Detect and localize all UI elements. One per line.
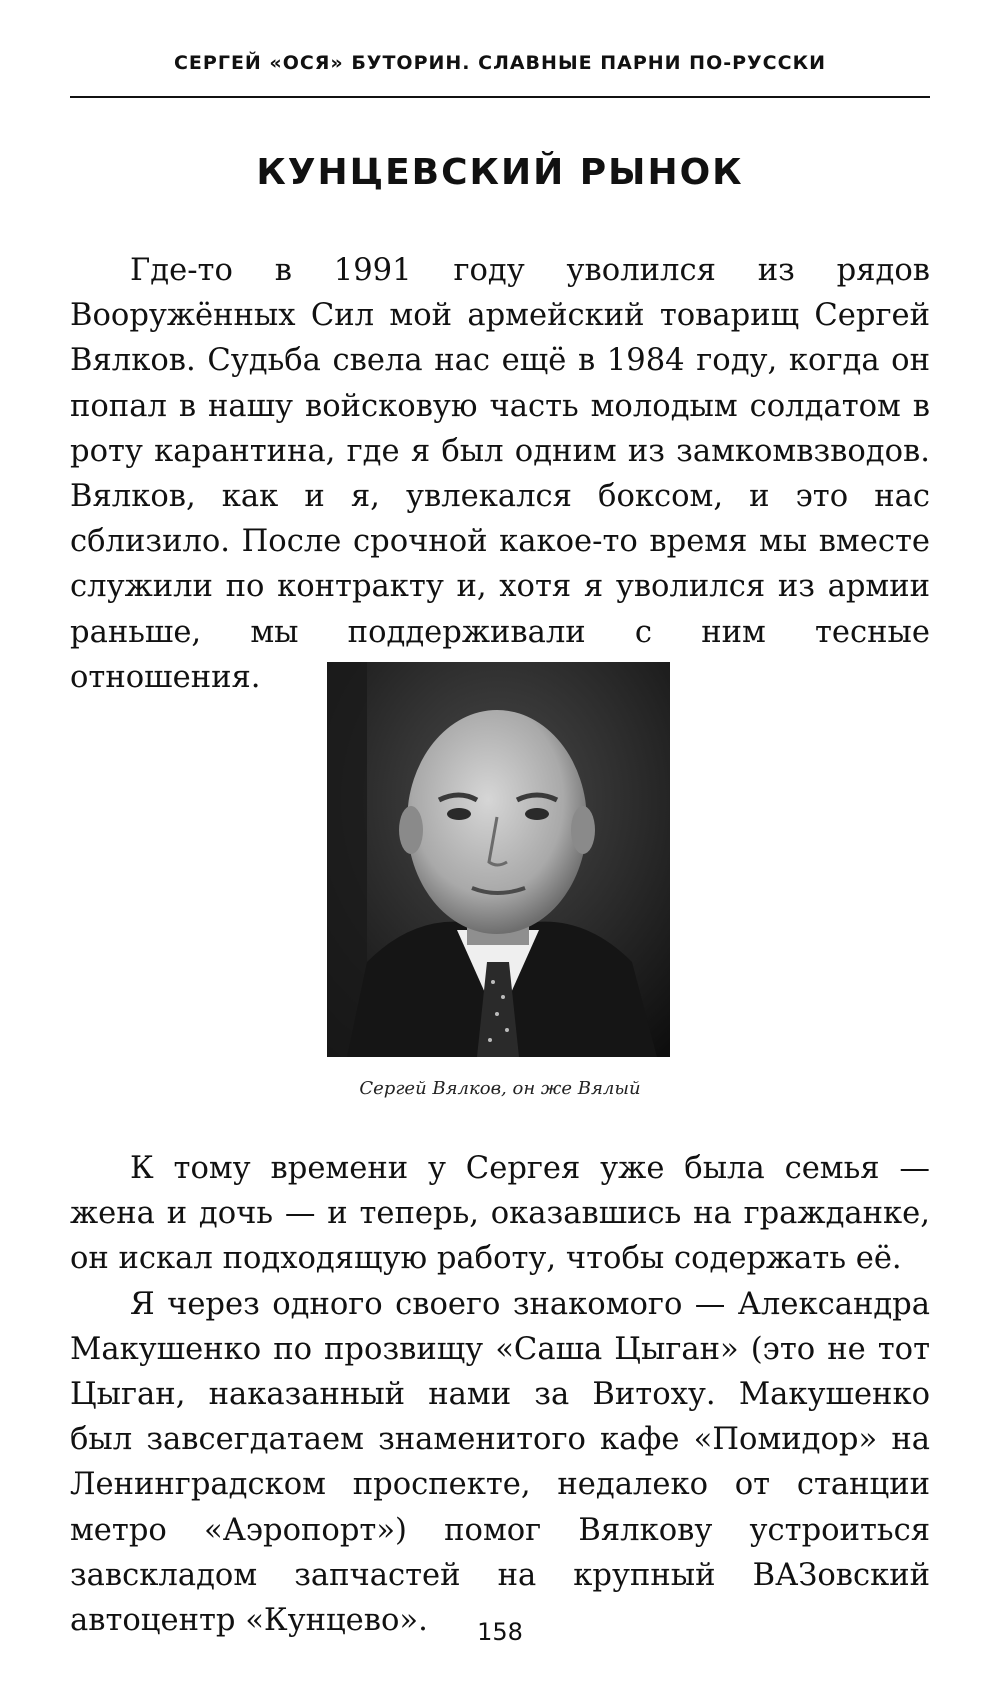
page-number: 158 [477,1618,523,1646]
portrait-illustration [327,662,670,1057]
header-rule [70,96,930,98]
body-text-before-photo [70,248,930,700]
photo-caption: Сергей Вялков, он же Вялый [359,1078,641,1099]
paragraph: К тому времени у Сергея уже была семья — жена и дочь — и теперь, оказавшись на гражданке, он искал подходящую работу, чтобы содержать её. [70,1151,930,1277]
running-head: СЕРГЕЙ «ОСЯ» БУТОРИН. СЛАВНЫЕ ПАРНИ ПО-РУССКИ [173,52,827,74]
chapter-title: КУНЦЕВСКИЙ РЫНОК [256,152,744,193]
portrait-photo [327,662,670,1057]
paragraph: Я через одного своего знакомого — Александра Макушенко по прозвищу «Саша Цыган» (это не тот Цыган, наказанный нами за Витоху. Макушенко был завсегдатаем знаменитого кафе «Помидор» на Ленинградском проспекте, недалеко от станции метро «Аэропорт») помог Вялкову устроиться завскладом запчастей на крупный ВАЗовский автоцентр «Кунцево». [70,1286,930,1639]
paragraph: Где-то в 1991 году уволился из рядов Вооружённых Сил мой армейский товарищ Сергей Вялков. Судьба свела нас ещё в 1984 году, когда он попал в нашу войсковую часть молодым солдатом в роту карантина, где я был одним из замкомвзводов. Вялков, как и я, увлекался боксом, и это нас сблизило. После срочной какое-то время мы вместе служили по контракту и, хотя я уволился из армии раньше, мы поддерживали с ним тесные отношения. [70,253,930,695]
body-text-after-photo [70,1146,930,1643]
